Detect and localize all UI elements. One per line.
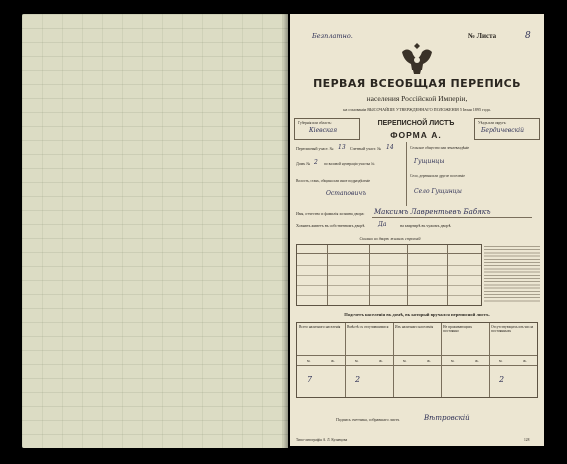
- table-rule: [393, 323, 394, 397]
- census-title: ПЕРВАЯ ВСЕОБЩАЯ ПЕРЕПИСЬ: [313, 77, 521, 90]
- owner-underline: [372, 217, 532, 218]
- counting-area-value: 13: [338, 144, 346, 151]
- table-rule: [297, 275, 481, 276]
- sheet-number-value: 8: [525, 31, 531, 41]
- decree-line: на основаніи ВЫСОЧАЙШЕ УТВЕРЖДЕННАГО ПОЛОЖЕНІЯ 5 Іюня 1895 года.: [343, 107, 491, 112]
- province-label: Губернія или область:: [298, 121, 332, 125]
- residence-value: Да: [378, 221, 387, 228]
- house-tail: по валовой нумераціи участка №: [324, 161, 375, 166]
- left-page: [22, 14, 288, 448]
- table-rule: [297, 365, 537, 366]
- double-headed-eagle-icon: [398, 38, 436, 76]
- summary-header: Вмѣстѣ съ отлучившимися: [347, 325, 389, 329]
- signature-label: Подпись счетчика, собравшаго листъ: [336, 417, 400, 422]
- buildings-table: [296, 244, 482, 306]
- uezd-box: [474, 118, 540, 140]
- form-title: ПЕРЕПИСНОЙ ЛИСТЪ: [377, 120, 455, 127]
- settlement-value: Остаповичъ: [326, 190, 367, 197]
- printer-line: Типо-литографія А. Л. Кузнецова: [296, 438, 348, 442]
- free-label: Безплатно.: [312, 32, 353, 40]
- summary-header: Изъ наличнаго населенія: [395, 325, 434, 329]
- province-value: Кіевская: [309, 127, 338, 134]
- house-value: 2: [314, 159, 318, 166]
- population-summary-table: [296, 322, 538, 398]
- owner-value: Максимъ Лаврентьевъ Бабякъ: [374, 208, 491, 216]
- settlement-label: Волость, станъ, община или иное подраздѣленіе: [296, 179, 371, 183]
- village-label: Село, деревня или другое поселеніе: [410, 174, 465, 178]
- table-rule: [489, 323, 490, 397]
- table-rule: [297, 253, 481, 254]
- summary-header: Отсутствующихъ изъ числа постоянныхъ: [491, 325, 534, 333]
- sub-header: ж.: [475, 358, 479, 363]
- house-label: Домъ №: [296, 161, 311, 166]
- village-value: Село Гущинцы: [414, 188, 462, 195]
- column-divider: [406, 142, 407, 206]
- table-rule: [297, 265, 481, 266]
- counting-area-label: Переписный участ. №: [296, 146, 334, 151]
- table-rule: [297, 355, 537, 356]
- left-page-grid: [22, 14, 288, 448]
- province-box: [294, 118, 360, 140]
- summary-value: 2: [355, 375, 361, 384]
- counter-area-label: Счетный участ. №: [350, 146, 381, 151]
- sheet-number-label: № Листа: [468, 32, 497, 40]
- form-letter: ФОРМА А.: [390, 130, 442, 140]
- summary-header: Не проживающихъ постоянно: [443, 325, 473, 333]
- sub-header: м.: [499, 358, 503, 363]
- owner-label: Имя, отчество и фамилія хозяина двора:: [296, 211, 365, 216]
- uezd-label: Уѣздъ или округъ:: [478, 121, 507, 125]
- sub-header: м.: [355, 358, 359, 363]
- census-form-page: [290, 14, 544, 446]
- table-rule: [441, 323, 442, 397]
- table-rule: [297, 285, 481, 286]
- residence-tail: на квартирѣ въ чужомъ дворѣ: [400, 223, 451, 228]
- sub-header: м.: [403, 358, 407, 363]
- table-rule: [345, 323, 346, 397]
- sub-header: ж.: [427, 358, 431, 363]
- sub-header: ж.: [331, 358, 335, 363]
- counter-area-value: 14: [386, 144, 394, 151]
- sub-header: м.: [451, 358, 455, 363]
- sub-header: ж.: [379, 358, 383, 363]
- signature-value: Вѣтровскій: [424, 414, 470, 422]
- community-value: Гущинцы: [414, 158, 445, 165]
- summary-value: 2: [499, 375, 505, 384]
- community-label: Сельское общество или землевладѣніе: [410, 146, 470, 150]
- summary-value: 7: [307, 375, 313, 384]
- sub-header: ж.: [523, 358, 527, 363]
- summary-heading: Подсчетъ населенія въ домѣ, въ который вручался переписной листъ.: [344, 312, 490, 317]
- instructions-text-block: [484, 246, 540, 302]
- residence-label: Хозяинъ живетъ въ собственномъ дворѣ: [296, 223, 365, 228]
- uezd-value: Бердичевскій: [481, 127, 524, 134]
- buildings-heading: Сколько во дворѣ жилыхъ строеній: [359, 236, 421, 241]
- sub-header: м.: [307, 358, 311, 363]
- census-subtitle: населения Россійской Имперіи,: [366, 94, 468, 103]
- summary-header: Всего наличного населенія: [299, 325, 341, 329]
- table-rule: [297, 295, 481, 296]
- page-number: 128: [524, 438, 530, 442]
